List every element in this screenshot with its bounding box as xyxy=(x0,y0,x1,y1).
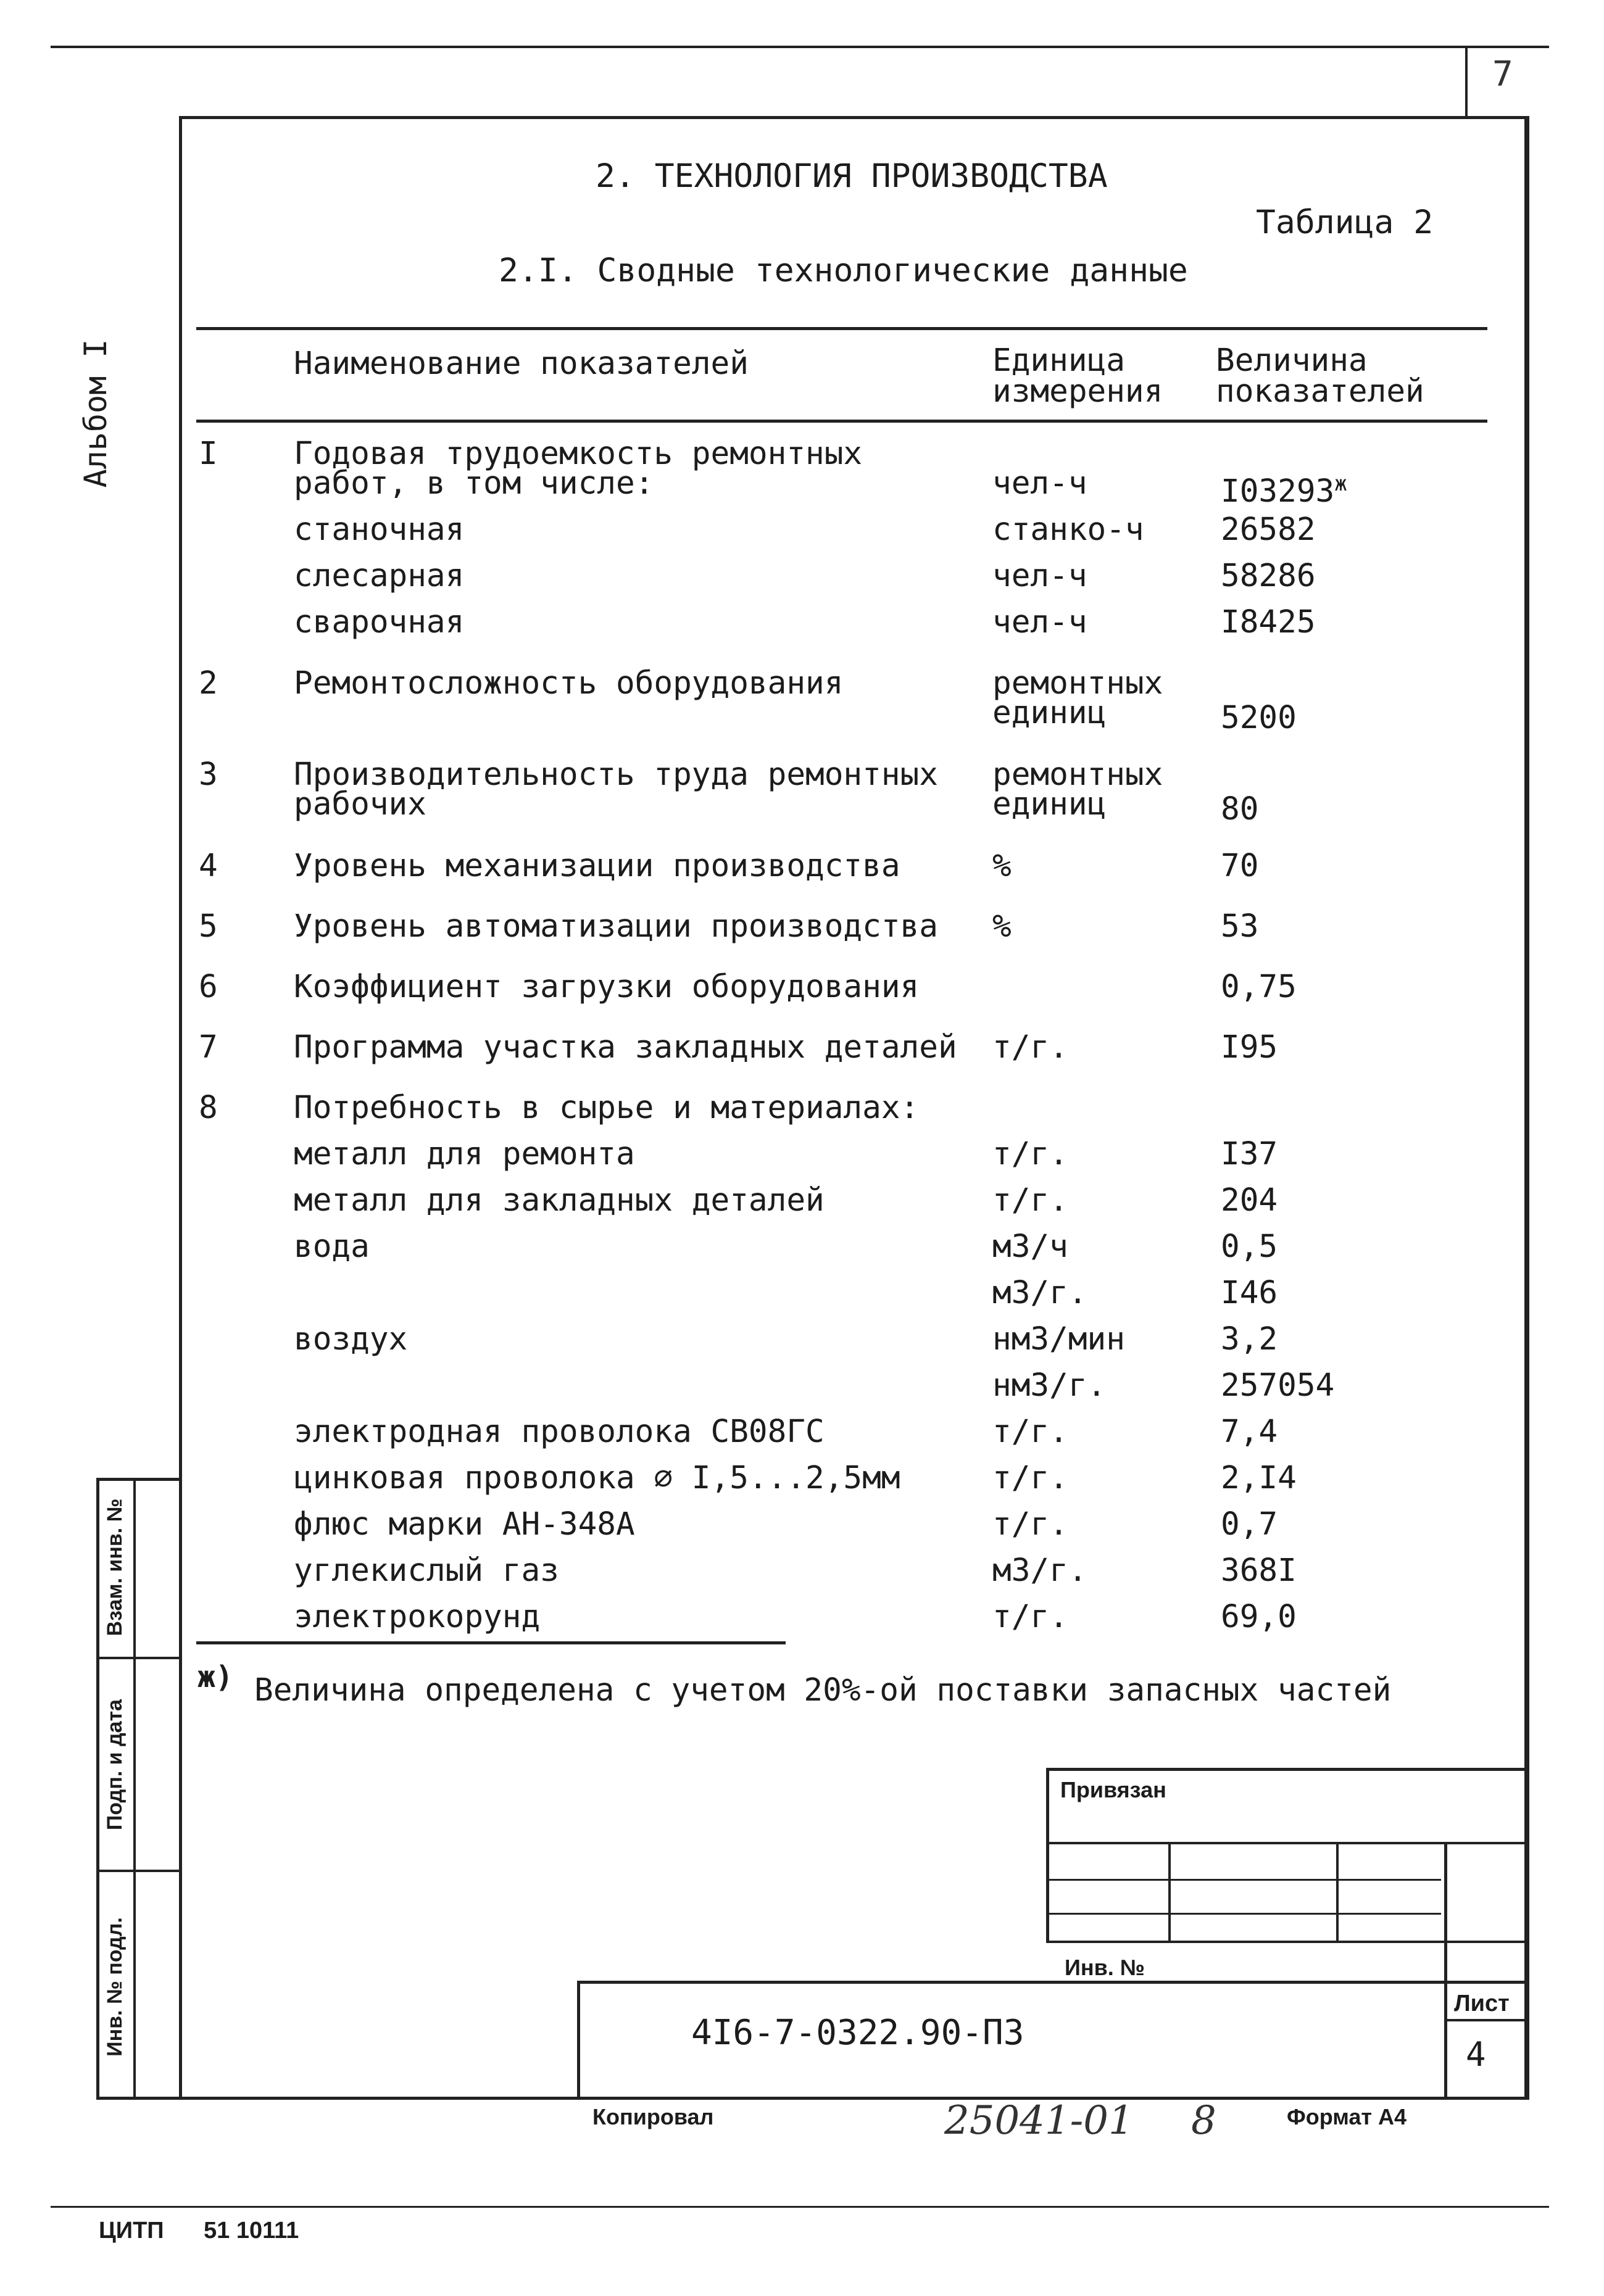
bottom-rule xyxy=(51,2206,1549,2208)
row-unit: т/г. xyxy=(992,1414,1068,1450)
row-number: 6 xyxy=(199,969,218,1005)
row-name: Коэффициент загрузки оборудования xyxy=(294,969,920,1005)
row-value: I37 xyxy=(1221,1136,1278,1172)
row-name: металл для закладных деталей xyxy=(294,1182,825,1219)
row-unit: станко-ч xyxy=(992,512,1144,548)
row-value: 26582 xyxy=(1221,512,1316,548)
row-value: 58286 xyxy=(1221,558,1316,594)
row-number: 4 xyxy=(199,848,218,884)
row-unit: т/г. xyxy=(992,1506,1068,1543)
row-value: 3,2 xyxy=(1221,1321,1278,1357)
row-number: 3 xyxy=(199,756,218,793)
row-unit: нм3/мин xyxy=(992,1321,1125,1357)
row-value: 2,I4 xyxy=(1221,1460,1297,1496)
row-unit: т/г. xyxy=(992,1460,1068,1496)
citp-code: 51 10111 xyxy=(204,2218,299,2244)
row-unit: т/г. xyxy=(992,1599,1068,1635)
row-value: I46 xyxy=(1221,1275,1278,1311)
row-number: 5 xyxy=(199,908,218,945)
footnote-rule xyxy=(196,1641,786,1644)
row-unit: м3/г. xyxy=(992,1275,1087,1311)
subsection-title: 2.I. Сводные технологические данные xyxy=(499,252,1188,289)
row-unit: ремонтных xyxy=(992,665,1163,702)
side-stamp-vzam-inv: Взам. инв. № xyxy=(103,1498,127,1636)
row-unit: т/г. xyxy=(992,1136,1068,1172)
row-unit: чел-ч xyxy=(992,558,1087,594)
side-stamp-inv-podl: Инв. № подл. xyxy=(103,1917,127,2057)
row-value: 204 xyxy=(1221,1182,1278,1219)
row-value: 0,5 xyxy=(1221,1229,1278,1265)
row-unit: единиц xyxy=(992,786,1107,823)
row-number: 7 xyxy=(199,1029,218,1066)
row-unit: нм3/г. xyxy=(992,1367,1107,1404)
row-name: слесарная xyxy=(294,558,465,594)
row-unit: единиц xyxy=(992,695,1107,731)
row-value: 0,7 xyxy=(1221,1506,1278,1543)
row-name: воздух xyxy=(294,1321,408,1357)
row-name: Годовая трудоемкость ремонтных xyxy=(294,436,863,472)
row-name: рабочих xyxy=(294,786,426,823)
row-value: 53 xyxy=(1221,908,1259,945)
row-name: сварочная xyxy=(294,604,465,640)
inv-no-label: Инв. № xyxy=(1065,1955,1145,1980)
row-value: 69,0 xyxy=(1221,1599,1297,1635)
handwritten-code: 25041-01 xyxy=(944,2098,1134,2144)
row-name: Программа участка закладных деталей xyxy=(294,1029,957,1066)
row-number: 8 xyxy=(199,1090,218,1126)
footnote-text: Величина определена с учетом 20%-ой поставки запасных частей xyxy=(254,1672,1392,1709)
header-unit-2: измерения xyxy=(992,373,1163,410)
row-value: I95 xyxy=(1221,1029,1278,1066)
format-label: Формат А4 xyxy=(1287,2104,1407,2129)
kopiroval-label: Копировал xyxy=(592,2104,714,2129)
row-value: 0,75 xyxy=(1221,969,1297,1005)
row-unit: % xyxy=(992,908,1012,945)
side-stamp-podp-data: Подп. и дата xyxy=(103,1699,127,1831)
row-value: 5200 xyxy=(1221,700,1297,736)
row-unit: м3/г. xyxy=(992,1552,1087,1589)
header-value-1: Величина xyxy=(1216,342,1368,379)
row-name: электродная проволока СВ08ГС xyxy=(294,1414,825,1450)
row-value: $I03293^ж$ xyxy=(1221,471,1347,510)
row-unit: т/г. xyxy=(992,1029,1068,1066)
row-name: Уровень механизации производства xyxy=(294,848,900,884)
row-name: цинковая проволока ∅ I,5...2,5мм xyxy=(294,1460,900,1496)
row-name: Производительность труда ремонтных xyxy=(294,756,938,793)
row-value: 257054 xyxy=(1221,1367,1335,1404)
row-name: Потребность в сырье и материалах: xyxy=(294,1090,920,1126)
header-unit-1: Единица xyxy=(992,342,1125,379)
privyazan-label: Привязан xyxy=(1060,1777,1166,1802)
row-value: 7,4 xyxy=(1221,1414,1278,1450)
row-unit: чел-ч xyxy=(992,465,1087,502)
side-stamp xyxy=(96,1478,179,2100)
header-name: Наименование показателей xyxy=(294,346,749,382)
row-value: I8425 xyxy=(1221,604,1316,640)
row-name: работ, в том числе: xyxy=(294,465,654,502)
row-name: вода xyxy=(294,1229,370,1265)
footnote-mark-label: ж) xyxy=(197,1660,233,1694)
header-value-2: показателей xyxy=(1216,373,1424,410)
row-name: Ремонтосложность оборудования xyxy=(294,665,844,702)
row-number: I xyxy=(199,436,218,472)
sheet-number: 7 xyxy=(1492,54,1513,94)
row-value: 70 xyxy=(1221,848,1259,884)
row-number: 2 xyxy=(199,665,218,702)
row-unit: % xyxy=(992,848,1012,884)
row-value: 368I xyxy=(1221,1552,1297,1589)
row-name: металл для ремонта xyxy=(294,1136,635,1172)
row-name: углекислый газ xyxy=(294,1552,559,1589)
list-label: Лист xyxy=(1454,1991,1510,2016)
row-name: флюс марки АН-348А xyxy=(294,1506,635,1543)
row-name: станочная xyxy=(294,512,465,548)
list-number: 4 xyxy=(1466,2035,1486,2074)
row-value: 80 xyxy=(1221,791,1259,827)
citp-label: ЦИТП xyxy=(99,2218,164,2244)
handwritten-number: 8 xyxy=(1191,2098,1216,2144)
document-code: 4I6-7-0322.90-ПЗ xyxy=(691,2013,1024,2053)
row-unit: т/г. xyxy=(992,1182,1068,1219)
section-title: 2. ТЕХНОЛОГИЯ ПРОИЗВОДСТВА xyxy=(596,157,1108,195)
table-label: Таблица 2 xyxy=(1256,204,1434,241)
row-unit: ремонтных xyxy=(992,756,1163,793)
footnote-mark: ж xyxy=(1334,471,1347,496)
row-unit: чел-ч xyxy=(992,604,1087,640)
row-name: Уровень автоматизации производства xyxy=(294,908,938,945)
row-name: электрокорунд xyxy=(294,1599,541,1635)
row-unit: м3/ч xyxy=(992,1229,1068,1265)
album-label: Альбом I xyxy=(78,339,114,488)
